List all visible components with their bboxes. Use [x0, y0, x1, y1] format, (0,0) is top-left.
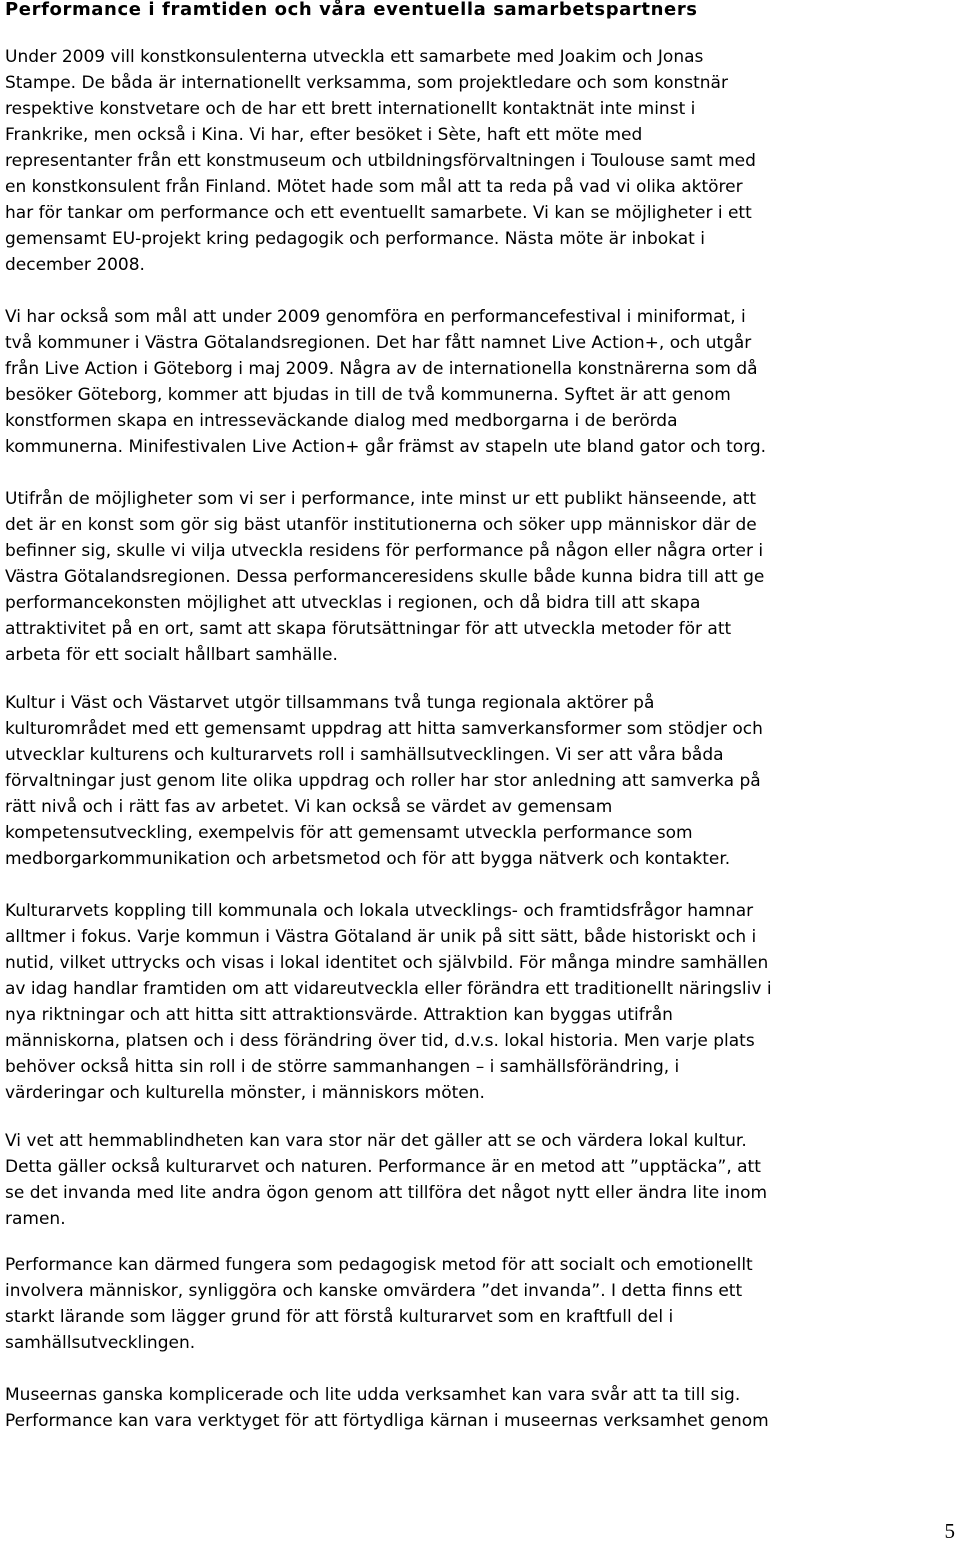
- text-line: människorna, platsen och i dess förändring över tid, d.v.s. lokal historia. Men varje plats: [5, 1031, 755, 1051]
- text-line: samhällsutvecklingen.: [5, 1333, 196, 1353]
- text-line: rätt nivå och i rätt fas av arbetet. Vi kan också se värdet av gemensam: [5, 797, 613, 817]
- paragraph: [5, 304, 955, 460]
- text-line: två kommuner i Västra Götalandsregionen. Det har fått namnet Live Action+, och utgår: [5, 333, 752, 353]
- text-line: ramen.: [5, 1209, 66, 1229]
- text-line: konstformen skapa en intresseväckande dialog med medborgarna i de berörda: [5, 411, 678, 431]
- text-line: Stampe. De båda är internationellt verksamma, som projektledare och som konstnär: [5, 73, 728, 93]
- text-line: en konstkonsulent från Finland. Mötet hade som mål att ta reda på vad vi olika aktörer: [5, 177, 743, 197]
- text-line: Kultur i Väst och Västarvet utgör tillsammans två tunga regionala aktörer på: [5, 693, 655, 713]
- text-line: det är en konst som gör sig bäst utanför institutionerna och söker upp människor där de: [5, 515, 757, 535]
- text-line: arbeta för ett socialt hållbart samhälle.: [5, 645, 338, 665]
- text-line: kompetensutveckling, exempelvis för att gemensamt utveckla performance som: [5, 823, 693, 843]
- text-line: medborgarkommunikation och arbetsmetod och för att bygga nätverk och kontakter.: [5, 849, 731, 869]
- text-line: se det invanda med lite andra ögon genom att tillföra det något nytt eller ändra lite inom: [5, 1183, 768, 1203]
- text-line: Vi vet att hemmablindheten kan vara stor när det gäller att se och värdera lokal kultur.: [5, 1131, 747, 1151]
- text-line: gemensamt EU-projekt kring pedagogik och performance. Nästa möte är inbokat i: [5, 229, 705, 249]
- text-line: respektive konstvetare och de har ett brett internationellt kontaktnät inte minst i: [5, 99, 696, 119]
- text-line: representanter från ett konstmuseum och utbildningsförvaltningen i Toulouse samt med: [5, 151, 756, 171]
- text-line: kommunerna. Minifestivalen Live Action+ går främst av stapeln ute bland gator och torg.: [5, 437, 767, 457]
- paragraph: [5, 1252, 955, 1356]
- text-line: Detta gäller också kulturarvet och naturen. Performance är en metod att ”upptäcka”, att: [5, 1157, 761, 1177]
- text-line: Frankrike, men också i Kina. Vi har, efter besöket i Sète, haft ett möte med: [5, 125, 643, 145]
- page-number: 5: [944, 1519, 955, 1543]
- text-line: performancekonsten möjlighet att utvecklas i regionen, och då bidra till att skapa: [5, 593, 701, 613]
- text-line: Vi har också som mål att under 2009 genomföra en performancefestival i miniformat, i: [5, 307, 746, 327]
- text-line: förvaltningar just genom lite olika uppdrag och roller har stor anledning att samverka på: [5, 771, 761, 791]
- paragraph: [5, 1128, 955, 1232]
- text-line: attraktivitet på en ort, samt att skapa förutsättningar för att utveckla metoder för att: [5, 619, 732, 639]
- paragraph: [5, 690, 955, 872]
- paragraph: [5, 898, 955, 1106]
- text-line: befinner sig, skulle vi vilja utveckla residens för performance på någon eller några orter i: [5, 541, 764, 561]
- text-line: december 2008.: [5, 255, 145, 275]
- text-line: Västra Götalandsregionen. Dessa performanceresidens skulle både kunna bidra till att ge: [5, 567, 765, 587]
- text-line: besöker Göteborg, kommer att bjudas in till de två kommunerna. Syftet är att genom: [5, 385, 731, 405]
- paragraph: [5, 486, 955, 668]
- text-line: behöver också hitta sin roll i de större sammanhangen – i samhällsförändring, i: [5, 1057, 680, 1077]
- text-line: värderingar och kulturella mönster, i människors möten.: [5, 1083, 485, 1103]
- paragraph: [5, 44, 955, 278]
- text-line: har för tankar om performance och ett eventuellt samarbete. Vi kan se möjligheter i ett: [5, 203, 752, 223]
- text-line: nutid, vilket uttrycks och visas i lokal identitet och självbild. För många mindre samhällen: [5, 953, 769, 973]
- text-line: Performance kan därmed fungera som pedagogisk metod för att socialt och emotionellt: [5, 1255, 753, 1275]
- text-line: involvera människor, synliggöra och kanske omvärdera ”det invanda”. I detta finns ett: [5, 1281, 743, 1301]
- text-line: från Live Action i Göteborg i maj 2009. Några av de internationella konstnärerna som då: [5, 359, 758, 379]
- text-line: utvecklar kulturens och kulturarvets roll i samhällsutvecklingen. Vi ser att våra båda: [5, 745, 724, 765]
- text-line: kulturområdet med ett gemensamt uppdrag att hitta samverkansformer som stödjer och: [5, 719, 763, 739]
- text-line: av idag handlar framtiden om att vidareutveckla eller förändra ett traditionellt näringsliv i: [5, 979, 772, 999]
- text-line: Museernas ganska komplicerade och lite udda verksamhet kan vara svår att ta till sig.: [5, 1385, 741, 1405]
- text-line: starkt lärande som lägger grund för att förstå kulturarvet som en kraftfull del i: [5, 1307, 674, 1327]
- text-line: Performance kan vara verktyget för att förtydliga kärnan i museernas verksamhet genom: [5, 1411, 769, 1431]
- text-line: Under 2009 vill konstkonsulenterna utveckla ett samarbete med Joakim och Jonas: [5, 47, 704, 67]
- text-line: Kulturarvets koppling till kommunala och lokala utvecklings- och framtidsfrågor hamnar: [5, 901, 754, 921]
- text-line: nya riktningar och att hitta sitt attraktionsvärde. Attraktion kan byggas utifrån: [5, 1005, 673, 1025]
- paragraph: [5, 1382, 955, 1434]
- section-heading: Performance i framtiden och våra eventuella samarbetspartners: [5, 0, 698, 20]
- text-line: alltmer i fokus. Varje kommun i Västra Götaland är unik på sitt sätt, både historiskt och i: [5, 927, 757, 947]
- text-line: Utifrån de möjligheter som vi ser i performance, inte minst ur ett publikt hänseende, att: [5, 489, 757, 509]
